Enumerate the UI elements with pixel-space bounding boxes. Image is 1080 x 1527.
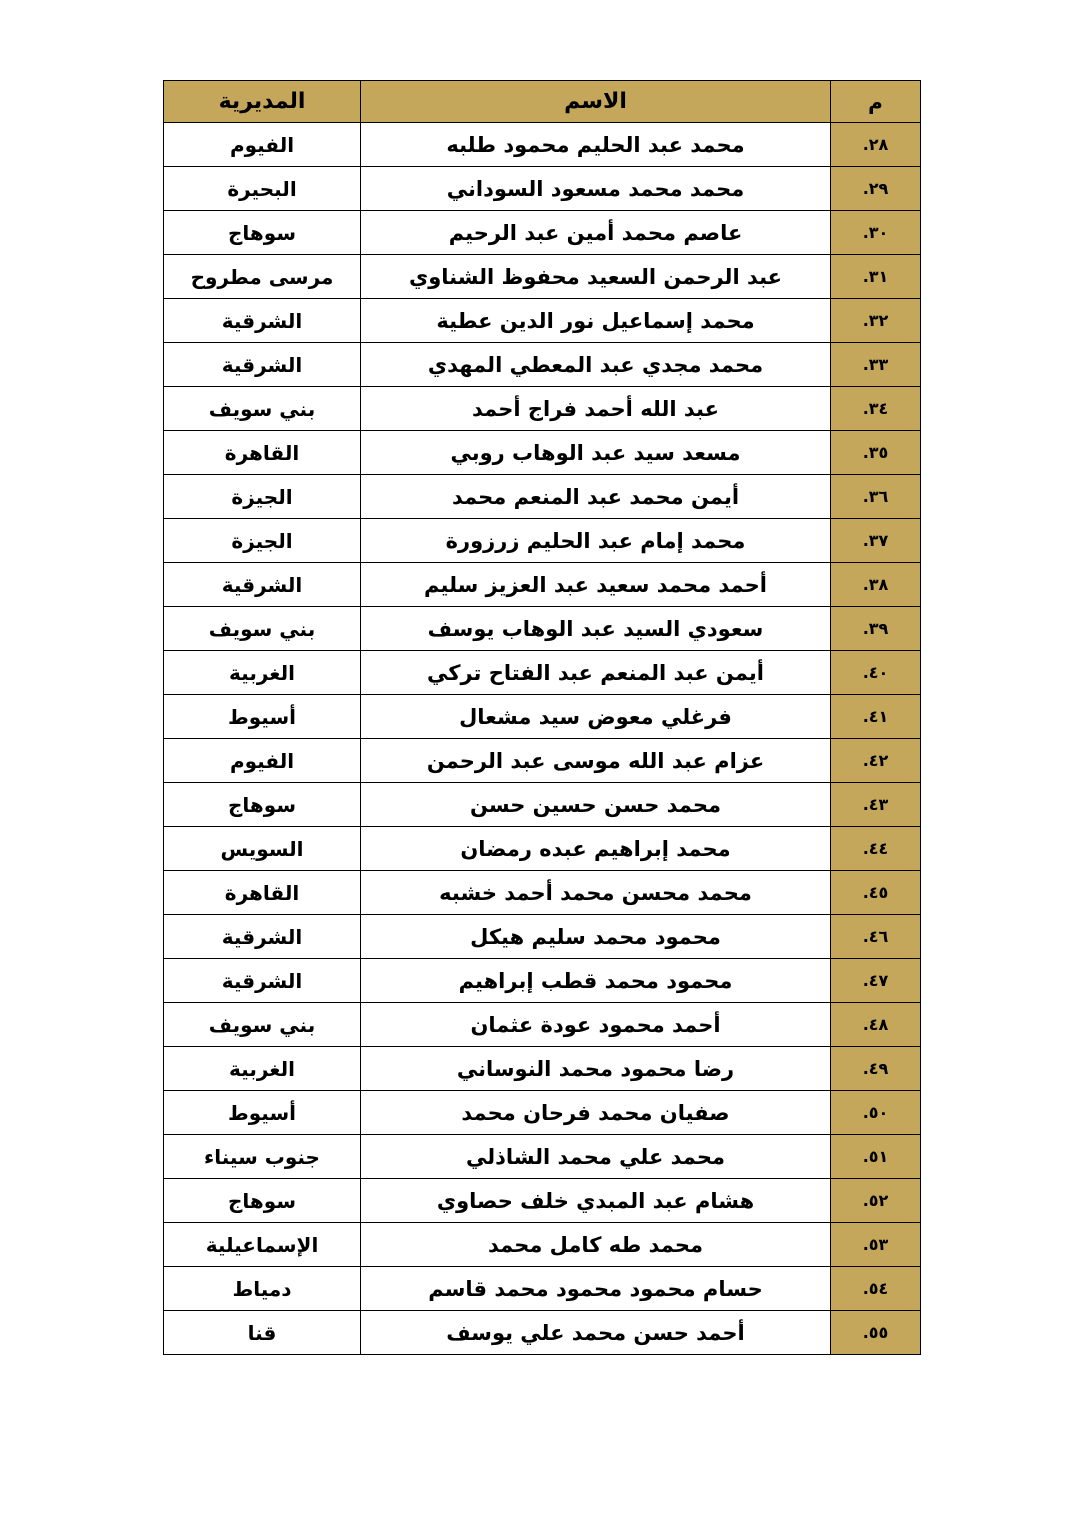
cell-number: ٤٧. (831, 959, 921, 1003)
cell-name: عاصم محمد أمين عبد الرحيم (361, 211, 831, 255)
table-row (164, 211, 921, 255)
cell-directorate: الجيزة (164, 475, 361, 519)
cell-directorate: الفيوم (164, 739, 361, 783)
table-row (164, 1047, 921, 1091)
cell-directorate: السويس (164, 827, 361, 871)
cell-name: محمد إبراهيم عبده رمضان (361, 827, 831, 871)
cell-name: محمد عبد الحليم محمود طلبه (361, 123, 831, 167)
cell-number: ٣١. (831, 255, 921, 299)
table-row (164, 739, 921, 783)
cell-directorate: أسيوط (164, 695, 361, 739)
table-row (164, 431, 921, 475)
cell-number: ٣٢. (831, 299, 921, 343)
header-name: الاسم (361, 81, 831, 123)
cell-name: محمود محمد قطب إبراهيم (361, 959, 831, 1003)
cell-directorate: سوهاج (164, 1179, 361, 1223)
cell-name: حسام محمود محمود محمد قاسم (361, 1267, 831, 1311)
cell-name: عبد الله أحمد فراج أحمد (361, 387, 831, 431)
cell-directorate: الفيوم (164, 123, 361, 167)
cell-number: ٣٦. (831, 475, 921, 519)
cell-directorate: الجيزة (164, 519, 361, 563)
table-row (164, 695, 921, 739)
header-row (164, 81, 921, 123)
table-row (164, 475, 921, 519)
cell-directorate: الغربية (164, 651, 361, 695)
cell-directorate: الشرقية (164, 343, 361, 387)
table-row (164, 519, 921, 563)
cell-directorate: جنوب سيناء (164, 1135, 361, 1179)
table-row (164, 387, 921, 431)
table-row (164, 783, 921, 827)
cell-name: هشام عبد المبدي خلف حصاوي (361, 1179, 831, 1223)
cell-number: ٥٢. (831, 1179, 921, 1223)
cell-directorate: الشرقية (164, 959, 361, 1003)
cell-number: ٥٠. (831, 1091, 921, 1135)
cell-name: محمد علي محمد الشاذلي (361, 1135, 831, 1179)
cell-number: ٤٨. (831, 1003, 921, 1047)
table-row (164, 563, 921, 607)
cell-number: ٤٩. (831, 1047, 921, 1091)
cell-number: ٣٤. (831, 387, 921, 431)
table-row (164, 1003, 921, 1047)
cell-name: محمد طه كامل محمد (361, 1223, 831, 1267)
cell-directorate: أسيوط (164, 1091, 361, 1135)
table-row (164, 1267, 921, 1311)
table-row (164, 1223, 921, 1267)
table-row (164, 123, 921, 167)
cell-directorate: بني سويف (164, 1003, 361, 1047)
cell-directorate: بني سويف (164, 607, 361, 651)
cell-name: سعودي السيد عبد الوهاب يوسف (361, 607, 831, 651)
cell-name: أحمد محمود عودة عثمان (361, 1003, 831, 1047)
cell-number: ٣٣. (831, 343, 921, 387)
cell-number: ٤١. (831, 695, 921, 739)
cell-number: ٢٨. (831, 123, 921, 167)
cell-name: مسعد سيد عبد الوهاب روبي (361, 431, 831, 475)
cell-name: رضا محمود محمد النوساني (361, 1047, 831, 1091)
cell-directorate: بني سويف (164, 387, 361, 431)
table-row (164, 1091, 921, 1135)
table-row (164, 255, 921, 299)
header-number: م (831, 81, 921, 123)
cell-directorate: القاهرة (164, 431, 361, 475)
cell-directorate: الشرقية (164, 299, 361, 343)
cell-number: ٥٣. (831, 1223, 921, 1267)
table-row (164, 299, 921, 343)
table-row (164, 651, 921, 695)
cell-directorate: سوهاج (164, 783, 361, 827)
cell-directorate: الشرقية (164, 915, 361, 959)
cell-name: محمد إمام عبد الحليم زرزورة (361, 519, 831, 563)
cell-name: فرغلي معوض سيد مشعال (361, 695, 831, 739)
table-row (164, 607, 921, 651)
cell-directorate: الغربية (164, 1047, 361, 1091)
cell-name: محمد حسن حسين حسن (361, 783, 831, 827)
table-row (164, 343, 921, 387)
cell-name: محمد محمد مسعود السوداني (361, 167, 831, 211)
cell-directorate: الشرقية (164, 563, 361, 607)
cell-name: محمد إسماعيل نور الدين عطية (361, 299, 831, 343)
cell-directorate: دمياط (164, 1267, 361, 1311)
cell-number: ٤٠. (831, 651, 921, 695)
table-row (164, 915, 921, 959)
cell-name: محمد مجدي عبد المعطي المهدي (361, 343, 831, 387)
cell-name: عزام عبد الله موسى عبد الرحمن (361, 739, 831, 783)
cell-directorate: الإسماعيلية (164, 1223, 361, 1267)
cell-name: عبد الرحمن السعيد محفوظ الشناوي (361, 255, 831, 299)
cell-number: ٢٩. (831, 167, 921, 211)
table-row (164, 1179, 921, 1223)
cell-name: صفيان محمد فرحان محمد (361, 1091, 831, 1135)
cell-name: أحمد حسن محمد علي يوسف (361, 1311, 831, 1355)
cell-number: ٤٢. (831, 739, 921, 783)
cell-directorate: القاهرة (164, 871, 361, 915)
table-row (164, 827, 921, 871)
table-row (164, 1135, 921, 1179)
table-row (164, 167, 921, 211)
cell-name: محمود محمد سليم هيكل (361, 915, 831, 959)
cell-number: ٣٧. (831, 519, 921, 563)
cell-number: ٣٠. (831, 211, 921, 255)
cell-name: أيمن محمد عبد المنعم محمد (361, 475, 831, 519)
directorates-table (163, 80, 921, 1355)
cell-number: ٤٣. (831, 783, 921, 827)
table-row (164, 871, 921, 915)
cell-number: ٥٥. (831, 1311, 921, 1355)
cell-name: أيمن عبد المنعم عبد الفتاح تركي (361, 651, 831, 695)
cell-directorate: البحيرة (164, 167, 361, 211)
cell-name: أحمد محمد سعيد عبد العزيز سليم (361, 563, 831, 607)
cell-number: ٤٦. (831, 915, 921, 959)
cell-name: محمد محسن محمد أحمد خشبه (361, 871, 831, 915)
cell-number: ٣٥. (831, 431, 921, 475)
cell-number: ٥١. (831, 1135, 921, 1179)
cell-number: ٤٤. (831, 827, 921, 871)
table-body (164, 123, 921, 1355)
cell-number: ٣٨. (831, 563, 921, 607)
cell-number: ٣٩. (831, 607, 921, 651)
header-directorate: المديرية (164, 81, 361, 123)
cell-directorate: مرسى مطروح (164, 255, 361, 299)
cell-number: ٥٤. (831, 1267, 921, 1311)
cell-directorate: سوهاج (164, 211, 361, 255)
cell-number: ٤٥. (831, 871, 921, 915)
table-row (164, 1311, 921, 1355)
table-row (164, 959, 921, 1003)
cell-directorate: قنا (164, 1311, 361, 1355)
